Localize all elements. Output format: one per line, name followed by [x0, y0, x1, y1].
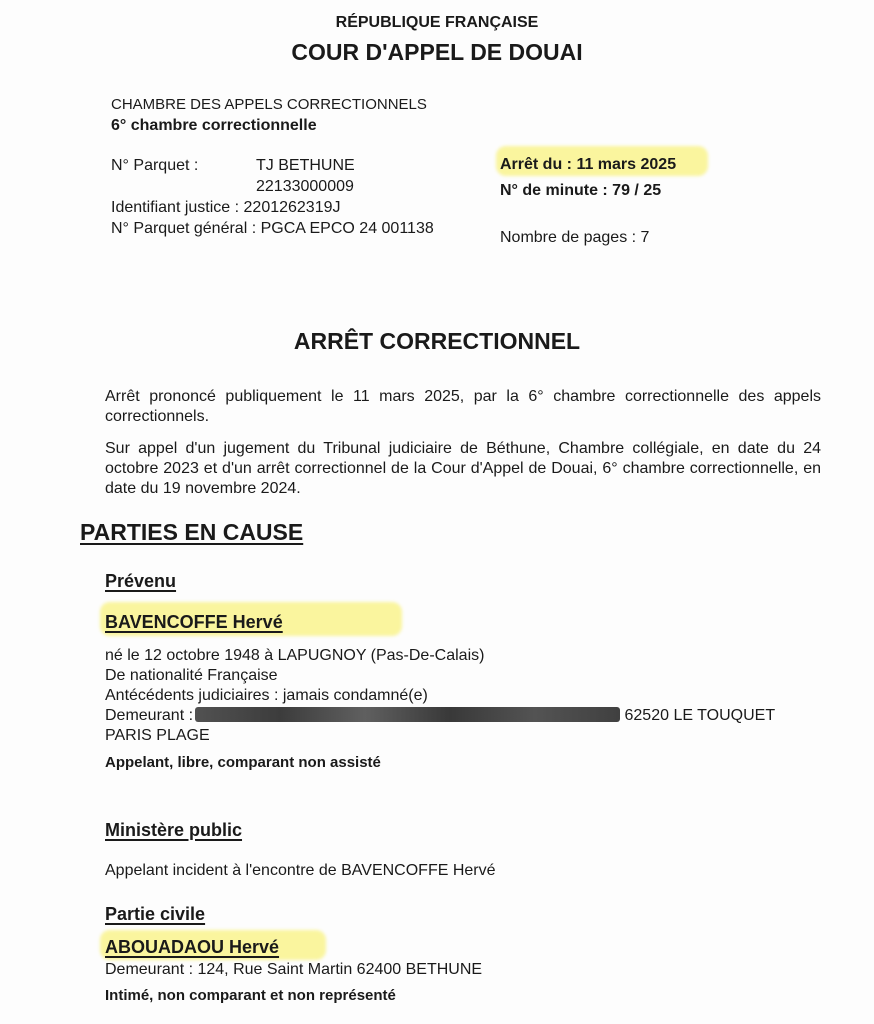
prevenu-address — [105, 706, 775, 726]
intro-paragraph-1: Arrêt prononcé publiquement le 11 mars 2025, par la 6° chambre correctionnelle des appels correctionnels. — [105, 388, 821, 425]
republic-heading: RÉPUBLIQUE FRANÇAISE — [335, 14, 539, 31]
court-heading: COUR D'APPEL DE DOUAI — [291, 39, 583, 65]
decision-date: Arrêt du : 11 mars 2025 — [500, 156, 677, 173]
chamber-line1: CHAMBRE DES APPELS CORRECTIONNELS — [111, 96, 427, 113]
civile-status: Intimé, non comparant et non représenté — [105, 987, 396, 1004]
prevenu-name: BAVENCOFFE Hervé — [105, 612, 283, 632]
prevenu-address-line2: PARIS PLAGE — [105, 727, 210, 744]
parquet-value1: TJ BETHUNE — [256, 157, 355, 174]
prevenu-nationality: De nationalité Française — [105, 667, 278, 684]
civile-heading: Partie civile — [105, 904, 206, 924]
parties-heading: PARTIES EN CAUSE — [80, 519, 304, 545]
civile-name: ABOUADAOU Hervé — [105, 937, 280, 957]
intro-paragraph-2: Sur appel d'un jugement du Tribunal judiciaire de Béthune, Chambre collégiale, en date du 24 octobre 2023 et d'un arrêt correctionnel de la Cour d'Appel de Douai, 6° chambre correctionnelle, en date du 19 novembre 2024. — [105, 440, 821, 497]
chamber-line2: 6° chambre correctionnelle — [111, 117, 317, 134]
parquet-label: N° Parquet : — [111, 157, 199, 174]
address-tail: 62520 LE TOUQUET — [624, 707, 776, 724]
page-count: Nombre de pages : 7 — [500, 229, 650, 246]
prevenu-status: Appelant, libre, comparant non assisté — [105, 754, 381, 771]
document-title: ARRÊT CORRECTIONNEL — [293, 328, 581, 354]
minute-number: N° de minute : 79 / 25 — [500, 182, 662, 199]
ministere-heading: Ministère public — [105, 820, 243, 840]
address-label: Demeurant : — [105, 707, 194, 724]
redacted-address — [195, 707, 620, 722]
prevenu-birth: né le 12 octobre 1948 à LAPUGNOY (Pas-De-Calais) — [105, 647, 485, 664]
civile-address: Demeurant : 124, Rue Saint Martin 62400 BETHUNE — [105, 961, 483, 978]
prevenu-heading: Prévenu — [105, 571, 177, 591]
ministere-text: Appelant incident à l'encontre de BAVENCOFFE Hervé — [105, 862, 496, 879]
identifiant-justice: Identifiant justice : 2201262319J — [111, 199, 341, 216]
parquet-value2: 22133000009 — [256, 178, 354, 195]
parquet-general: N° Parquet général : PGCA EPCO 24 001138 — [111, 220, 434, 237]
prevenu-record: Antécédents judiciaires : jamais condamné(e) — [105, 687, 428, 704]
